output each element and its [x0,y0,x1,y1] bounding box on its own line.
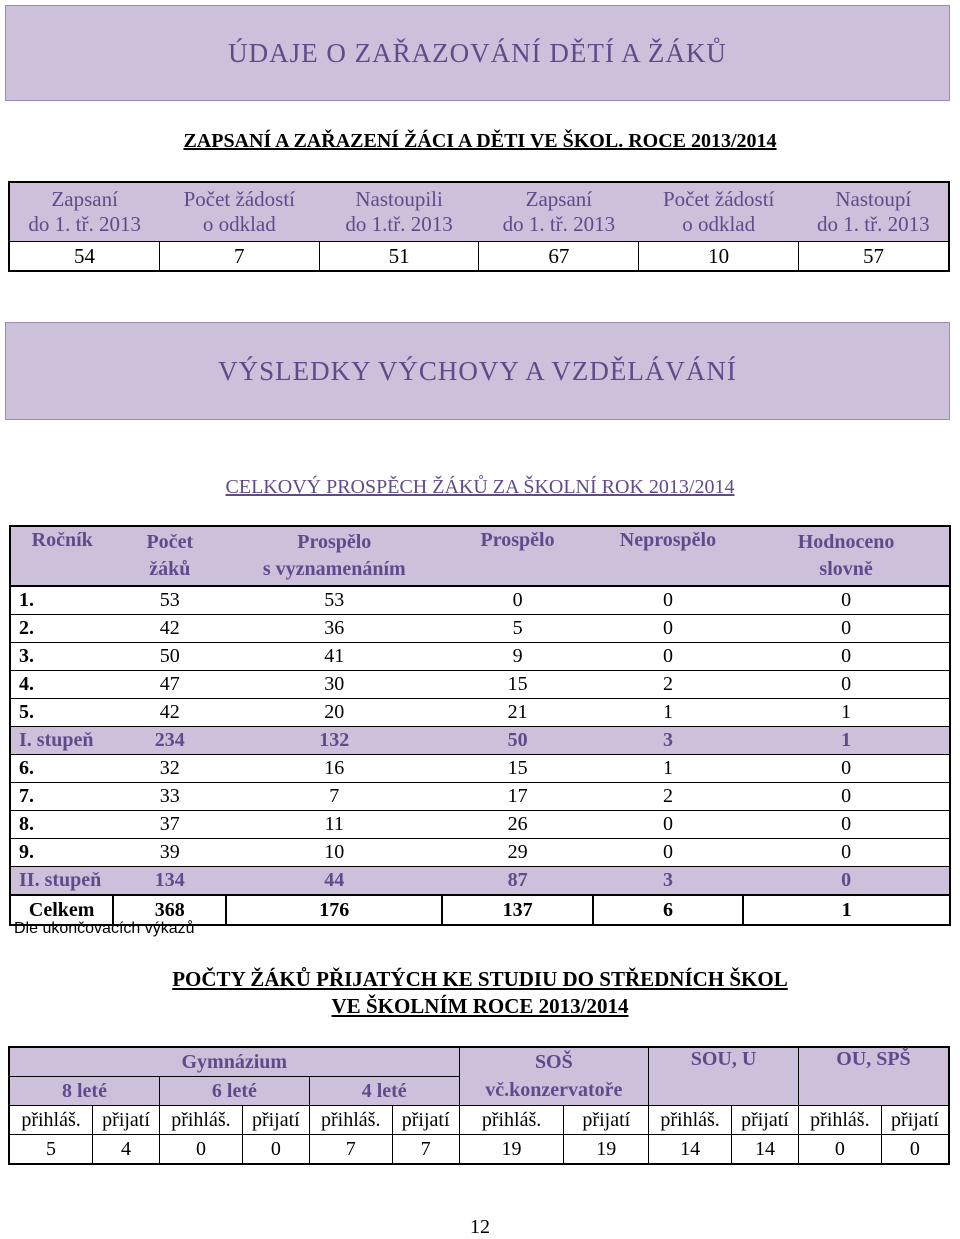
table-header-row [9,1047,949,1077]
table-cell: 3 [593,727,743,755]
table-cell: 9 [442,643,592,671]
table-cell: 4 [93,1135,160,1165]
table-cell: 21 [442,699,592,727]
table-cell: 39 [113,839,226,867]
table-cell: 1 [743,699,950,727]
header-cell: Nastoupili do 1.tř. 2013 [345,187,453,236]
table-cell: 87 [442,867,592,896]
column-label-cell: přijatí [93,1106,160,1135]
header-cell: Nastoupí do 1. tř. 2013 [817,187,930,236]
table-cell: 0 [743,839,950,867]
header-cell: 6 leté [159,1077,309,1106]
table-cell: 6 [593,895,743,925]
table-row [10,699,950,727]
header-cell: Gymnázium [181,1050,288,1073]
table-cell: 0 [743,615,950,643]
table-row [9,1135,949,1165]
table-cell: 2 [593,671,743,699]
table-cell: 17 [442,783,592,811]
column-label-cell: přihláš. [159,1106,242,1135]
table-row [10,727,950,755]
table-cell: 50 [113,643,226,671]
table-cell: 19 [564,1135,649,1165]
table-cell: 1 [743,727,950,755]
table-row [10,811,950,839]
table-cell: 7 [392,1135,459,1165]
admissions-heading-line1: POČTY ŽÁKŮ PŘIJATÝCH KE STUDIU DO STŘEDNÍCH ŠKOL [172,967,788,991]
section-banner-results [5,322,950,420]
header-cell: OU, SPŠ [798,1047,949,1106]
results-table [9,525,951,926]
table-cell: 47 [113,671,226,699]
table-cell: 2 [593,783,743,811]
banner-title: ÚDAJE O ZAŘAZOVÁNÍ DĚTÍ A ŽÁKŮ [228,37,727,68]
table-cell: 7 [159,242,319,272]
header-cell: Hodnoceno slovně [743,526,950,586]
banner-title: VÝSLEDKY VÝCHOVY A VZDĚLÁVÁNÍ [218,355,737,386]
row-label-cell: Celkem [10,895,113,925]
column-label-cell: přijatí [564,1106,649,1135]
header-cell: Ročník [10,526,113,586]
column-label-cell: přijatí [881,1106,949,1135]
column-label-cell: přihláš. [459,1106,564,1135]
table-row [10,643,950,671]
table-cell: 37 [113,811,226,839]
header-cell: Neprospělo [593,526,743,586]
table-cell: 20 [226,699,442,727]
column-label-cell: přihláš. [798,1106,881,1135]
header-cell: Zapsaní do 1. tř. 2013 [28,187,141,236]
table-cell: 53 [113,586,226,615]
row-label-cell: 5. [10,699,113,727]
table-cell: 53 [226,586,442,615]
table-cell: 15 [442,671,592,699]
table-cell: 5 [442,615,592,643]
table-header-row [9,182,949,242]
table-cell: 134 [113,867,226,896]
table-cell: 11 [226,811,442,839]
enrollment-heading: ZAPSANÍ A ZAŘAZENÍ ŽÁCI A DĚTI VE ŠKOL. ROCE 2013/2014 [183,130,777,152]
table-cell: 57 [799,242,949,272]
page-number: 12 [470,1216,490,1238]
table-row [10,755,950,783]
table-cell: 51 [319,242,479,272]
row-label-cell: 9. [10,839,113,867]
table-cell: 14 [732,1135,799,1165]
table-cell: 15 [442,755,592,783]
table-cell: 137 [442,895,592,925]
header-cell: Počet žádostí o odklad [183,187,295,236]
table-cell: 29 [442,839,592,867]
results-heading: CELKOVÝ PROSPĚCH ŽÁKŮ ZA ŠKOLNÍ ROK 2013/2014 [225,476,735,498]
table-cell: 0 [743,586,950,615]
source-note: Dle ukončovacích výkazů [14,920,195,937]
table-cell: 0 [593,615,743,643]
table-cell: 0 [743,867,950,896]
table-cell: 0 [593,586,743,615]
table-cell: 0 [743,671,950,699]
table-cell: 33 [113,783,226,811]
table-row [9,242,949,272]
table-cell: 0 [593,839,743,867]
enrollment-table [8,181,950,272]
table-row [10,586,950,615]
table-cell: 44 [226,867,442,896]
row-label-cell: 2. [10,615,113,643]
table-cell: 1 [593,755,743,783]
table-cell: 368 [113,895,226,925]
table-cell: 0 [881,1135,949,1165]
row-label-cell: II. stupeň [10,867,113,896]
header-cell: Počet žádostí o odklad [662,187,775,236]
table-row [10,839,950,867]
table-cell: 234 [113,727,226,755]
row-label-cell: 8. [10,811,113,839]
column-label-cell: přihláš. [9,1106,93,1135]
table-cell: 10 [639,242,799,272]
header-cell: Prospělo s vyznamenáním [226,526,442,586]
table-cell: 0 [743,643,950,671]
table-row [9,1106,949,1135]
table-cell: 32 [113,755,226,783]
table-header-row [10,526,950,586]
table-cell: 42 [113,699,226,727]
table-cell: 19 [459,1135,564,1165]
column-label-cell: přijatí [242,1106,309,1135]
header-cell: Počet žáků [113,526,226,586]
row-label-cell: I. stupeň [10,727,113,755]
column-label-cell: přijatí [732,1106,799,1135]
table-row [10,867,950,896]
table-row [10,615,950,643]
header-cell: vč.konzervatoře [459,1077,649,1106]
table-cell: 30 [226,671,442,699]
table-cell: 5 [9,1135,93,1165]
table-cell: 132 [226,727,442,755]
table-cell: 1 [743,895,950,925]
table-cell: 50 [442,727,592,755]
table-cell: 3 [593,867,743,896]
table-cell: 1 [593,699,743,727]
header-cell: Zapsaní do 1. tř. 2013 [502,187,616,236]
table-cell: 54 [9,242,159,272]
admissions-table [8,1046,950,1165]
table-cell: 26 [442,811,592,839]
table-cell: 0 [442,586,592,615]
section-banner-enrollment [5,5,950,101]
column-label-cell: přijatí [392,1106,459,1135]
row-label-cell: 1. [10,586,113,615]
table-cell: 41 [226,643,442,671]
table-cell: 0 [798,1135,881,1165]
table-cell: 0 [242,1135,309,1165]
header-cell: SOU, U [649,1047,799,1106]
admissions-heading-line2: VE ŠKOLNÍM ROCE 2013/2014 [331,994,629,1018]
table-cell: 0 [743,811,950,839]
row-label-cell: 3. [10,643,113,671]
table-cell: 0 [743,783,950,811]
row-label-cell: 6. [10,755,113,783]
table-cell: 0 [743,755,950,783]
table-cell: 0 [593,811,743,839]
table-cell: 42 [113,615,226,643]
column-label-cell: přihláš. [309,1106,392,1135]
table-cell: 10 [226,839,442,867]
table-cell: 7 [226,783,442,811]
header-cell: 8 leté [9,1077,159,1106]
table-cell: 14 [649,1135,732,1165]
header-cell: Prospělo [442,526,592,586]
table-cell: 67 [479,242,639,272]
row-label-cell: 4. [10,671,113,699]
header-cell: 4 leté [309,1077,459,1106]
table-cell: 0 [593,643,743,671]
table-cell: 16 [226,755,442,783]
table-cell: 176 [226,895,442,925]
table-row [10,783,950,811]
column-label-cell: přihláš. [649,1106,732,1135]
table-row [10,671,950,699]
table-cell: 36 [226,615,442,643]
row-label-cell: 7. [10,783,113,811]
table-cell: 7 [309,1135,392,1165]
header-cell: SOŠ [459,1047,649,1077]
table-cell: 0 [159,1135,242,1165]
